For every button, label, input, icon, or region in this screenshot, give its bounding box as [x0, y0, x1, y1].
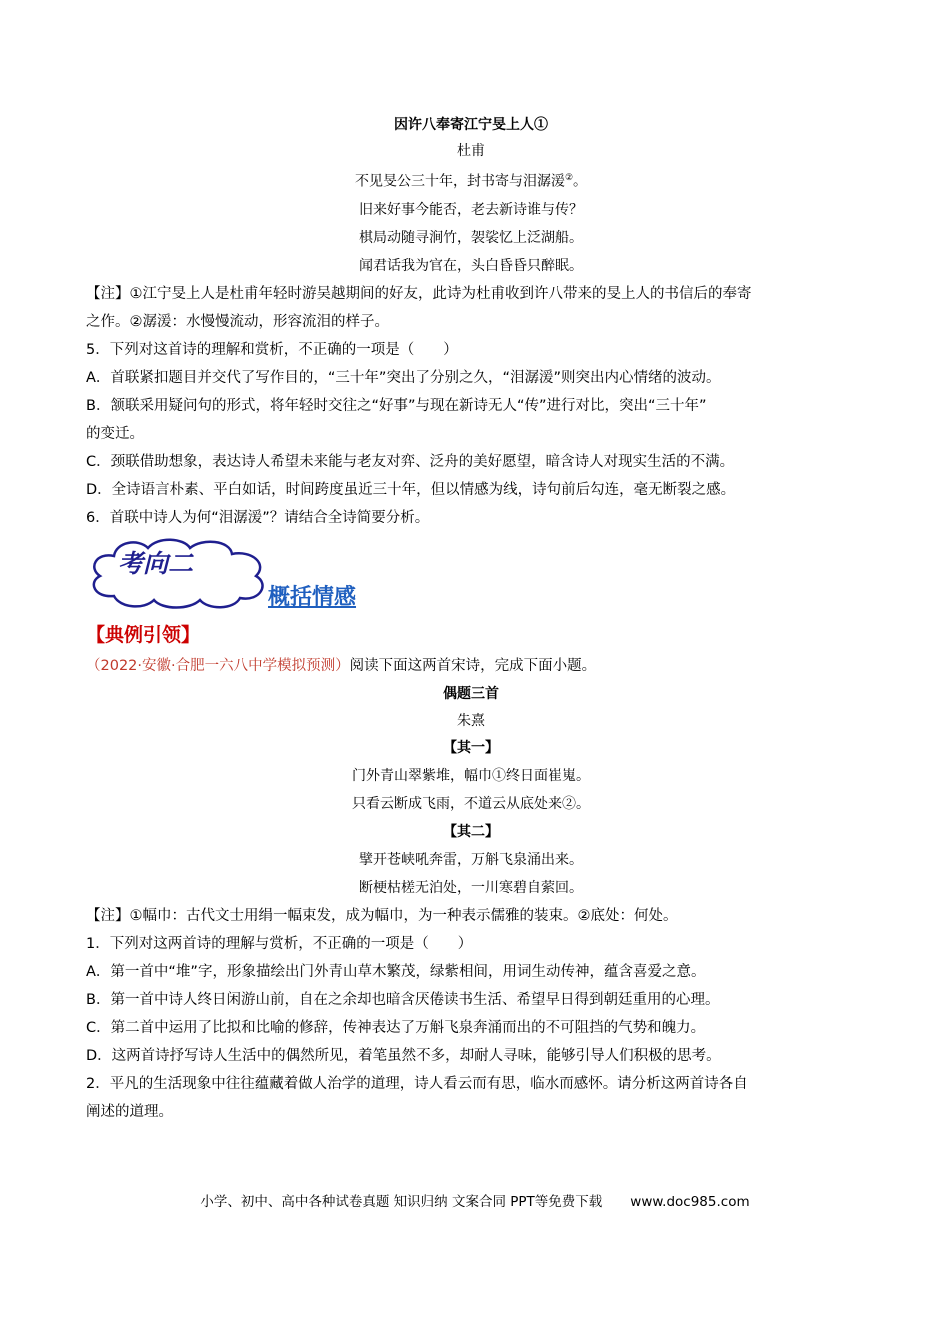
footnote-marker: ② — [564, 173, 574, 183]
question-5-option-d: D．全诗语言朴素、平白如话，时间跨度虽近三十年，但以情感为线，诗句前后勾连，毫无断裂之感。 — [86, 481, 736, 498]
question-1: 1．下列对这两首诗的理解与赏析，不正确的一项是（ ） — [86, 935, 473, 952]
question-1-option-d: D．这两首诗抒写诗人生活中的偶然所见，着笔虽然不多，却耐人寻味，能够引导人们积极的思考。 — [86, 1047, 721, 1064]
footer-text: 小学、初中、高中各种试卷真题 知识归纳 文案合同 PPT等免费下载 — [200, 1194, 603, 1210]
poem2-note: 【注】①幅巾：古代文士用绢一幅束发，成为幅巾，为一种表示儒雅的装束。②底处：何处。 — [86, 907, 678, 924]
poem1-line-4: 闻君话我为官在，头白昏昏只醉眠。 — [359, 257, 583, 274]
poem2-part2-heading: 【其二】 — [443, 823, 499, 840]
poem2-part2-line-1: 擘开苍峡吼奔雷，万斛飞泉涌出来。 — [359, 851, 583, 868]
section-title: 概括情感 — [268, 584, 357, 610]
poem2-part1-line-1: 门外青山翠紫堆，幅巾①终日面崔嵬。 — [352, 767, 590, 784]
poem1-author: 杜甫 — [457, 143, 485, 159]
poem1-note-line-1: 【注】①江宁旻上人是杜甫年轻时游吴越期间的好友，此诗为杜甫收到许八带来的旻上人的书信后的奉寄 — [86, 285, 752, 302]
question-5-option-b-cont: 的变迁。 — [86, 425, 144, 442]
question-1-option-c: C．第二首中运用了比拟和比喻的修辞，传神表达了万斛飞泉奔涌而出的不可阻挡的气势和魄力。 — [86, 1019, 706, 1036]
poem1-line-2: 旧来好事今能否，老去新诗谁与传？ — [359, 201, 583, 218]
question-5-option-b: B．颔联采用疑问句的形式，将年轻时交往之“好事”与现在新诗无人“传”进行对比，突出“三十年” — [86, 397, 707, 414]
question-5-option-c: C．颈联借助想象，表达诗人希望未来能与老友对弈、泛舟的美好愿望，暗含诗人对现实生活的不满。 — [86, 453, 735, 470]
question-1-option-a: A．第一首中“堆”字，形象描绘出门外青山草木繁茂，绿紫相间，用词生动传神，蕴含喜爱之意。 — [86, 963, 706, 980]
poem2-part1-heading: 【其一】 — [443, 739, 499, 756]
poem2-title: 偶题三首 — [443, 685, 499, 702]
poem1-title: 因许八奉寄江宁旻上人① — [394, 117, 548, 133]
page-footer — [0, 1190, 950, 1210]
poem1-line-3: 棋局动随寻涧竹，袈裟忆上泛湖船。 — [359, 229, 583, 246]
poem1-note-line-2: 之作。②潺湲：水慢慢流动，形容流泪的样子。 — [86, 313, 389, 330]
question-6: 6．首联中诗人为何“泪潺湲”？请结合全诗简要分析。 — [86, 509, 430, 526]
question-1-option-b: B．第一首中诗人终日闲游山前，自在之余却也暗含厌倦读书生活、希望早日得到朝廷重用的心理。 — [86, 991, 720, 1008]
footer-site-link[interactable]: www.doc985.com — [630, 1194, 750, 1210]
page-content — [86, 108, 856, 1126]
question-5: 5．下列对这首诗的理解和赏析，不正确的一项是（ ） — [86, 341, 458, 358]
question-2-cont: 阐述的道理。 — [86, 1103, 173, 1120]
example-heading: 【典例引领】 — [86, 623, 201, 646]
example-intro: （2022·安徽·合肥一六八中学模拟预测）阅读下面这两首宋诗，完成下面小题。 — [86, 657, 597, 674]
question-5-option-a: A．首联紧扣题目并交代了写作目的，“三十年”突出了分别之久，“泪潺湲”则突出内心情绪的波动。 — [86, 369, 721, 386]
poem1-line-1: 不见旻公三十年，封书寄与泪潺湲②。 — [354, 173, 588, 190]
poem2-author: 朱熹 — [457, 712, 485, 729]
poem2-part2-line-2: 断梗枯槎无泊处，一川寒碧自萦回。 — [359, 879, 583, 896]
section-header — [86, 538, 856, 616]
example-source: （2022·安徽·合肥一六八中学模拟预测） — [86, 657, 350, 674]
poem2-part1-line-2: 只看云断成飞雨，不道云从底处来②。 — [352, 795, 590, 812]
question-2: 2．平凡的生活现象中往往蕴藏着做人治学的道理，诗人看云而有思，临水而感怀。请分析这两首诗各自 — [86, 1075, 748, 1092]
section-cloud-label: 考向二 — [118, 548, 194, 578]
